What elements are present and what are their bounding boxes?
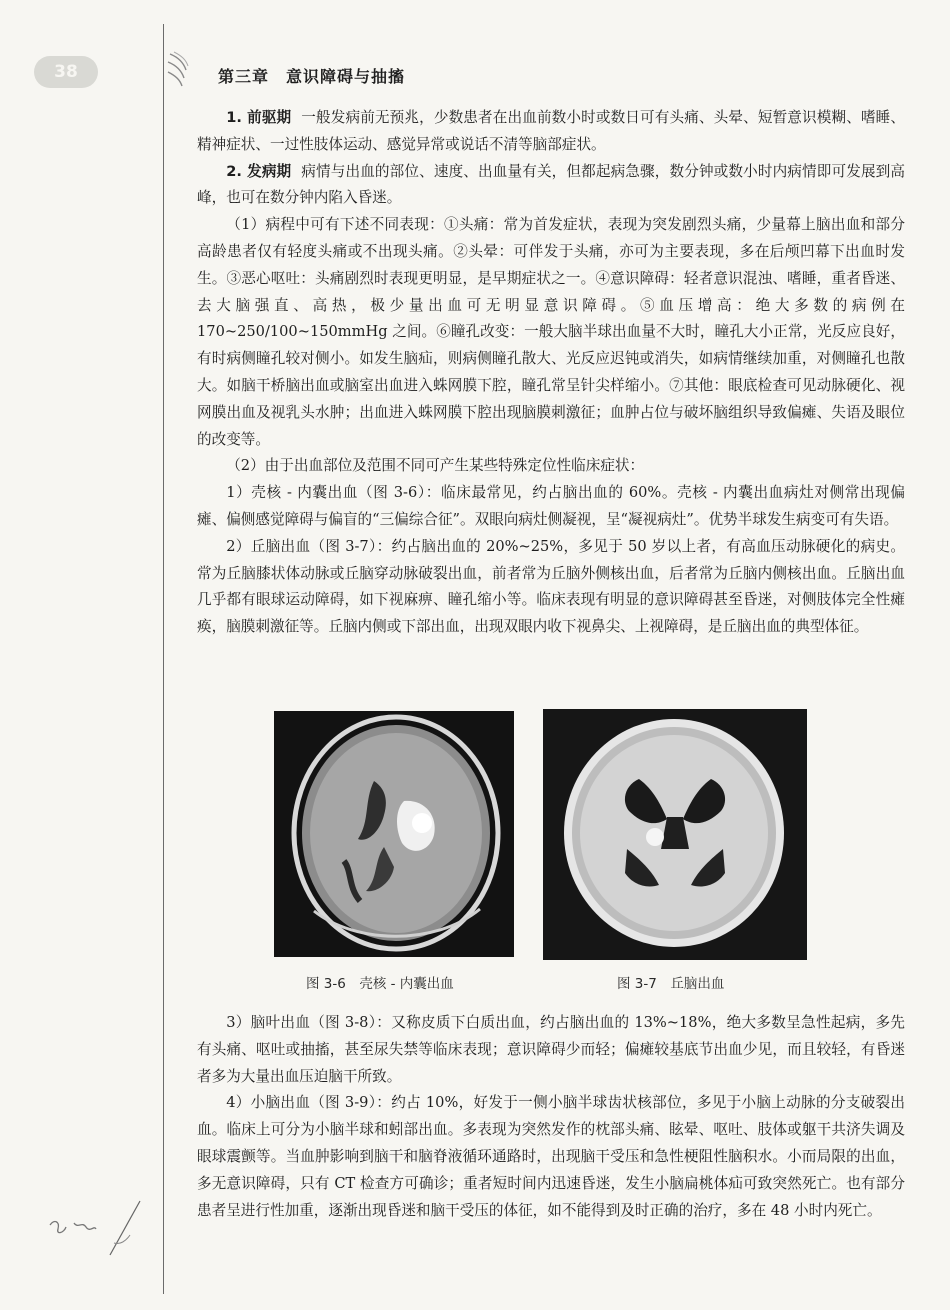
paragraph-lobar: [197, 1010, 905, 1090]
paragraph-text: （1）病程中可有下述不同表现：①头痛：常为首发症状，表现为突发剧烈头痛，少量幕上脑出血和部分高龄患者仅有轻度头痛或不出现头痛。②头晕：可伴发于头痛，亦可为主要表现，多在后颅凹幕下出血时发生。③恶心呕吐：头痛剧烈时表现更明显，是早期症状之一。④意识障碍：轻者意识混浊、嗜睡，重者昏迷、去大脑强直、高热，极少量出血可无明显意识障碍。⑤血压增高：绝大多数的病例在 170~250/100~150mmHg 之间。⑥瞳孔改变：一般大脑半球出血量不大时，瞳孔大小正常，光反应良好，有时病侧瞳孔较对侧小。如发生脑疝，则病侧瞳孔散大、光反应迟钝或消失，如病情继续加重，对侧瞳孔也散大。如脑干桥脑出血或脑室出血进入蛛网膜下腔，瞳孔常呈针尖样缩小。⑦其他：眼底检查可见动脉硬化、视网膜出血及视乳头水肿；出血进入蛛网膜下腔出现脑膜刺激征；血肿占位与破坏脑组织导致偏瘫、失语及眼位的改变等。: [197, 216, 905, 448]
paragraph-cerebellum: [197, 1090, 905, 1224]
paragraph-lead: 1. 前驱期: [226, 109, 292, 126]
body-text-bottom: [197, 1010, 905, 1224]
page-number-badge: 38: [34, 56, 98, 88]
paragraph-text: 一般发病前无预兆，少数患者在出血前数小时或数日可有头痛、头晕、短暂意识模糊、嗜睡、精神症状、一过性肢体运动、感觉异常或说话不清等脑部症状。: [197, 109, 905, 153]
chapter-title: 第三章 意识障碍与抽搐: [218, 67, 406, 86]
paragraph-onset: [197, 159, 905, 213]
ct-scan-thalamus-image: [543, 709, 807, 960]
margin-rule: [163, 24, 164, 1294]
paragraph-text: 4）小脑出血（图 3-9）：约占 10%，好发于一侧小脑半球齿状核部位，多见于小脑上动脉的分支破裂出血。临床上可分为小脑半球和蚓部出血。多表现为突然发作的枕部头痛、眩晕、呕吐、肢体或躯干共济失调及眼球震颤等。当血肿影响到脑干和脑脊液循环通路时，出现脑干受压和急性梗阻性脑积水。小而局限的出血，多无意识障碍，只有 CT 检查方可确诊；重者短时间内迅速昏迷，发生小脑扁桃体疝可致突然死亡。也有部分患者呈进行性加重，逐渐出现昏迷和脑干受压的体征，如不能得到及时正确的治疗，多在 48 小时内死亡。: [197, 1094, 905, 1219]
ct-scan-putamen-image: [274, 711, 514, 957]
paragraph-text: 1）壳核 - 内囊出血（图 3-6）：临床最常见，约占脑出血的 60%。壳核 - 内囊出血病灶对侧常出现偏瘫、偏侧感觉障碍与偏盲的“三偏综合征”。双眼向病灶侧凝视，呈“凝视病灶”。优势半球发生病变可有失语。: [197, 484, 905, 528]
figure-caption-3-6: 图 3-6 壳核 - 内囊出血: [306, 976, 454, 992]
paragraph-putamen: [197, 480, 905, 534]
paragraph-thalamus: [197, 534, 905, 641]
margin-notes-scribble-icon: [44, 1195, 154, 1265]
chapter-ornament-icon: [166, 50, 190, 90]
figure-caption-3-7: 图 3-7 丘脑出血: [617, 976, 725, 992]
paragraph-prodromal: [197, 105, 905, 159]
paragraph-manifestations: [197, 212, 905, 453]
paragraph-text: 病情与出血的部位、速度、出血量有关，但都起病急骤，数分钟或数小时内病情即可发展到高峰，也可在数分钟内陷入昏迷。: [197, 162, 905, 207]
paragraph-text: （2）由于出血部位及范围不同可产生某些特殊定位性临床症状：: [226, 457, 645, 475]
paragraph-text: 3）脑叶出血（图 3-8）：又称皮质下白质出血，约占脑出血的 13%~18%，绝大多数呈急性起病，多先有头痛、呕吐或抽搐，甚至尿失禁等临床表现；意识障碍少而轻；偏瘫较基底节出血少见，而且较轻，有昏迷者多为大量出血压迫脑干所致。: [197, 1014, 905, 1085]
paragraph-text: 2）丘脑出血（图 3-7）：约占脑出血的 20%~25%，多见于 50 岁以上者，有高血压动脉硬化的病史。常为丘脑膝状体动脉或丘脑穿动脉破裂出血，前者常为丘脑外侧核出血，后者常为丘脑内侧核出血。丘脑出血几乎都有眼球运动障碍，如下视麻痹、瞳孔缩小等。临床表现有明显的意识障碍甚至昏迷，对侧肢体完全性瘫痪，脑膜刺激征等。丘脑内侧或下部出血，出现双眼内收下视鼻尖、上视障碍，是丘脑出血的典型体征。: [197, 537, 905, 636]
paragraph-localization: [197, 453, 905, 480]
paragraph-lead: 2. 发病期: [226, 162, 292, 180]
body-text-top: [197, 105, 905, 641]
